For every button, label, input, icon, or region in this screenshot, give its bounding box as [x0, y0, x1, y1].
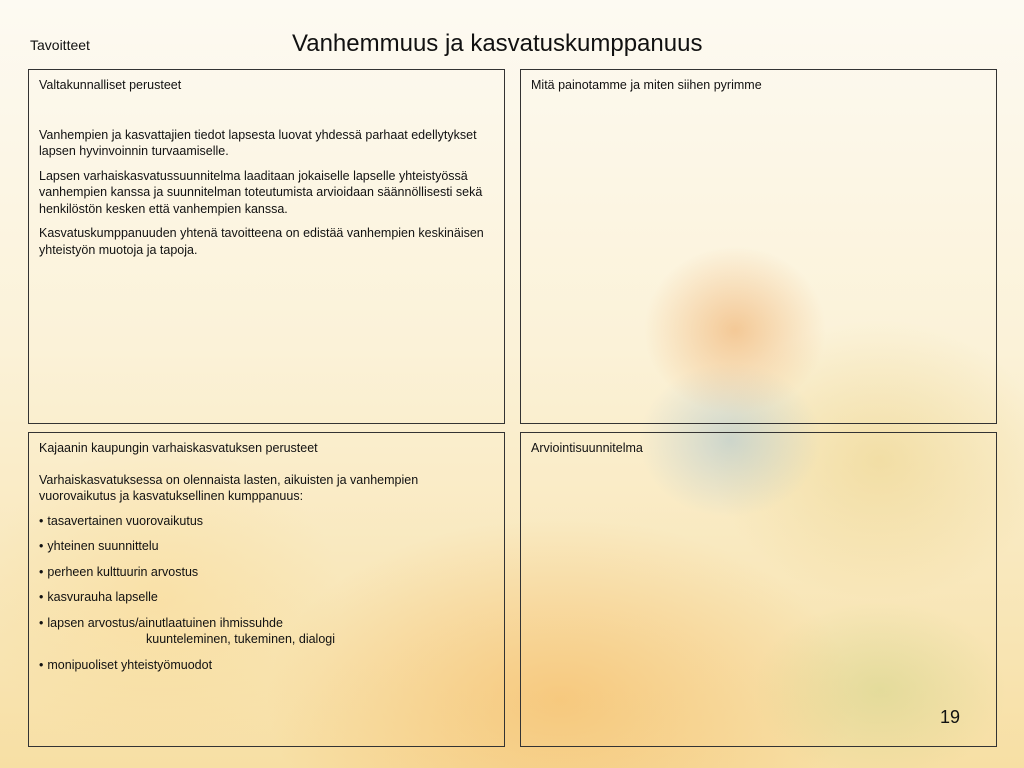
- national-paragraph: Lapsen varhaiskasvatussuunnitelma laaditaan jokaiselle lapselle yhteistyössä vanhempien kanssa ja suunnitelman toteutumista arvioidaan säännöllisesti sekä henkilöstön kesken että vanhempien kanssa.: [39, 168, 483, 216]
- page-title: Vanhemmuus ja kasvatuskumppanuus: [292, 30, 703, 57]
- box-title-evaluation: Arviointisuunnitelma: [531, 441, 643, 455]
- list-item: • yhteinen suunnittelu: [39, 539, 159, 553]
- box-title-focus: Mitä painotamme ja miten siihen pyrimme: [531, 78, 762, 92]
- list-item: • kasvurauha lapselle: [39, 590, 158, 604]
- page-number: 19: [940, 707, 961, 727]
- list-item: • tasavertainen vuorovaikutus: [39, 513, 204, 528]
- bullet-icon: •: [39, 615, 44, 630]
- bullet-icon: •: [39, 513, 44, 528]
- kajaani-guidelines-box: [28, 432, 505, 747]
- list-item: • perheen kulttuurin arvostus: [39, 564, 199, 579]
- bullet-icon: •: [39, 539, 44, 553]
- kajaani-list: [39, 513, 494, 674]
- section-label: Tavoitteet: [30, 37, 90, 53]
- national-paragraph: Vanhempien ja kasvattajien tiedot lapsesta luovat yhdessä parhaat edellytykset lapsen hyvinvoinnin turvaamiselle.: [39, 127, 477, 158]
- kajaani-intro: Varhaiskasvatuksessa on olennaista lasten, aikuisten ja vanhempien vuorovaikutus ja kasvatuksellinen kumppanuus:: [39, 472, 419, 503]
- bullet-icon: •: [39, 657, 44, 672]
- national-paragraph: Kasvatuskumppanuuden yhtenä tavoitteena on edistää vanhempien keskinäisen yhteistyön muotoja ja tapoja.: [39, 226, 484, 257]
- list-item: • monipuoliset yhteistyömuodot: [39, 657, 213, 672]
- list-item-subtext: kuunteleminen, tukeminen, dialogi: [146, 632, 336, 646]
- box-title-kajaani: Kajaanin kaupungin varhaiskasvatuksen perusteet: [39, 441, 318, 455]
- national-guidelines-box: [28, 69, 505, 424]
- bullet-icon: •: [39, 564, 44, 579]
- list-item: • lapsen arvostus/ainutlaatuinen ihmissuhde kuunteleminen, tukeminen, dialogi: [39, 615, 494, 648]
- evaluation-plan-box: [520, 432, 997, 747]
- box-title-national: Valtakunnalliset perusteet: [39, 78, 182, 92]
- focus-box: [520, 69, 997, 424]
- bullet-icon: •: [39, 590, 44, 604]
